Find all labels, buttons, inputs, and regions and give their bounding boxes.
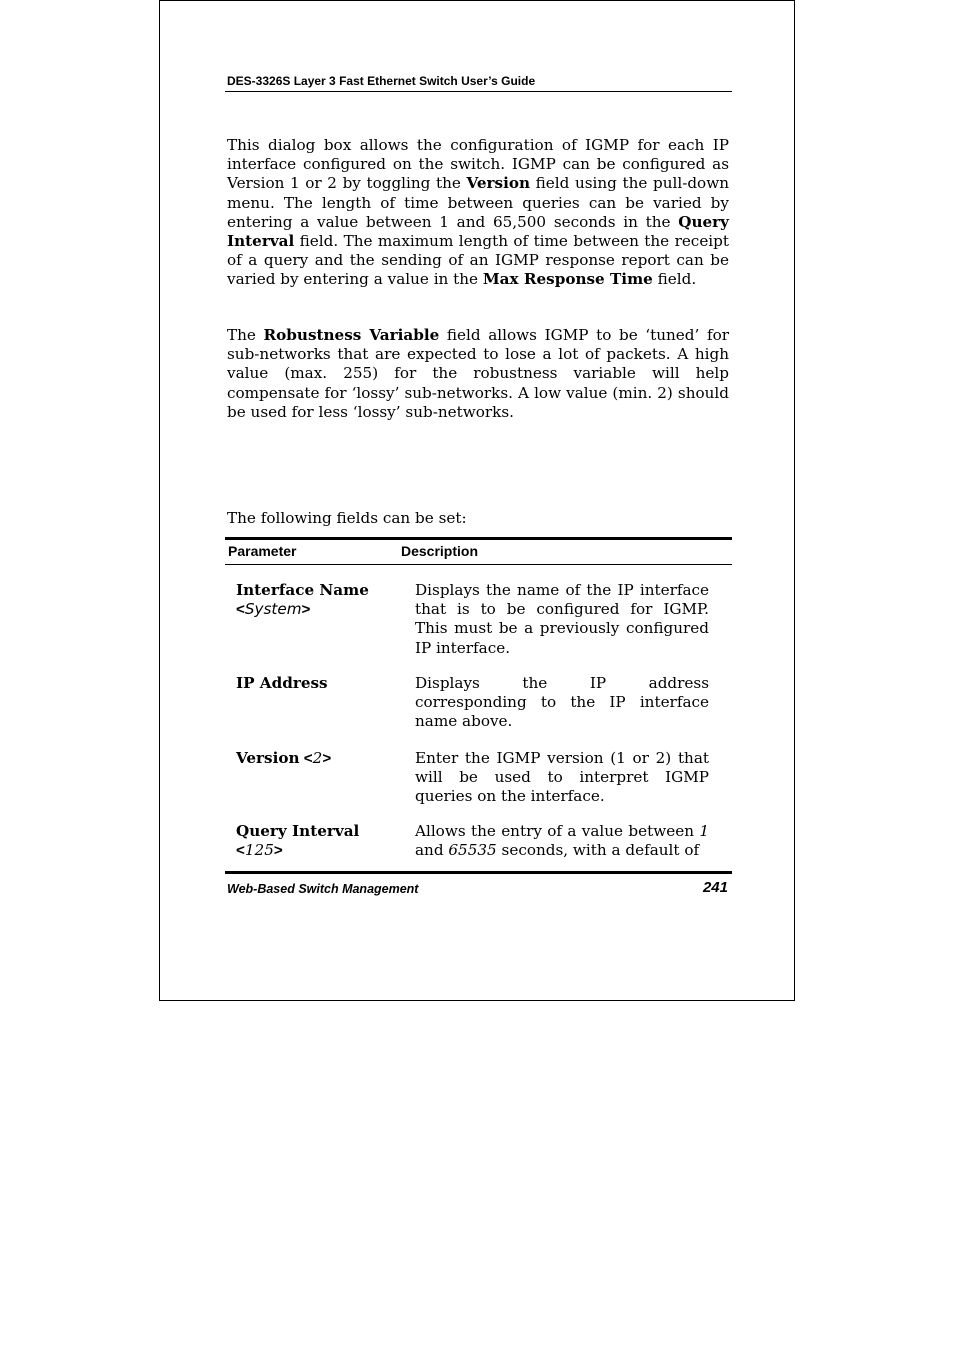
default-close-bracket: >: [273, 842, 283, 860]
desc-text-1: Allows the entry of a value between: [415, 822, 700, 840]
param-name-line: [236, 749, 406, 768]
param-default-line: [236, 841, 406, 860]
robustness-text-2: field allows IGMP to be ‘tuned’ for sub-networks that are expected to lose a lot of packets. A high value (max. 255) for the robustness variable will help compensate for ‘lossy’ sub-networks. A low value (min. 2) should be used for less ‘lossy’ sub-networks.: [227, 326, 729, 421]
param-default: 2: [312, 749, 323, 767]
param-cell: [236, 749, 406, 768]
query-interval-term: Query Interval: [227, 212, 729, 251]
desc-min-value: 1: [699, 822, 709, 840]
desc-max-value: 65535: [448, 841, 497, 860]
param-name: Query Interval: [236, 822, 360, 840]
param-name: Version: [236, 749, 300, 767]
param-cell: [236, 674, 406, 693]
fields-intro: The following fields can be set:: [227, 509, 467, 527]
max-response-time-term: Max Response Time: [482, 270, 653, 289]
intro-text-3: field. The maximum length of time between the receipt of a query and the sending of an IGMP response report can be varied by entering a value in the: [227, 232, 729, 289]
footer-section-title: Web-Based Switch Management: [227, 882, 419, 896]
intro-text-4: field.: [652, 270, 697, 289]
header-rule: [225, 91, 732, 92]
table-top-rule: [225, 537, 732, 540]
param-description: Displays the IP address corresponding to the IP interface name above.: [415, 674, 709, 731]
param-name: Interface Name: [236, 581, 369, 599]
parameter-column-header: Parameter: [228, 543, 297, 559]
running-header: DES-3326S Layer 3 Fast Ethernet Switch User’s Guide: [227, 74, 536, 88]
parameter-table-body: [225, 566, 732, 862]
intro-paragraph: [227, 136, 729, 290]
table-bottom-rule: [225, 871, 732, 874]
param-cell: [236, 822, 406, 860]
param-cell: [236, 581, 406, 619]
default-close-bracket: >: [301, 601, 311, 619]
version-term: Version: [466, 174, 531, 193]
desc-text-3: seconds, with a default of: [496, 841, 700, 860]
default-open-bracket: <: [236, 842, 245, 860]
description-column-header: Description: [401, 543, 479, 559]
param-name: IP Address: [236, 674, 328, 692]
robustness-text-1: The: [227, 326, 264, 344]
param-description: [415, 822, 709, 860]
param-description: Displays the name of the IP interface that is to be configured for IGMP. This must be a previously configured IP interface.: [415, 581, 709, 657]
page-number: 241: [702, 879, 728, 896]
default-open-bracket: <: [236, 601, 245, 619]
robustness-paragraph: [227, 326, 729, 422]
param-default: 125: [244, 841, 274, 860]
param-default: System: [244, 600, 302, 619]
intro-text-2: field using the pull-down menu. The length of time between queries can be varied by entering a value between 1 and 65,500 seconds in the: [227, 174, 729, 231]
param-default-line: [236, 600, 406, 619]
robustness-variable-term: Robustness Variable: [263, 326, 440, 344]
intro-text-1: This dialog box allows the configuration of IGMP for each IP interface configured on the switch. IGMP can be configured as Version 1 or 2 by toggling the: [227, 136, 729, 193]
table-header-rule: [225, 564, 732, 565]
default-open-bracket: <: [299, 750, 313, 767]
desc-text-2: and: [415, 841, 449, 860]
param-description: Enter the IGMP version (1 or 2) that will be used to interpret IGMP queries on the interface.: [415, 749, 709, 806]
default-close-bracket: >: [322, 750, 332, 767]
